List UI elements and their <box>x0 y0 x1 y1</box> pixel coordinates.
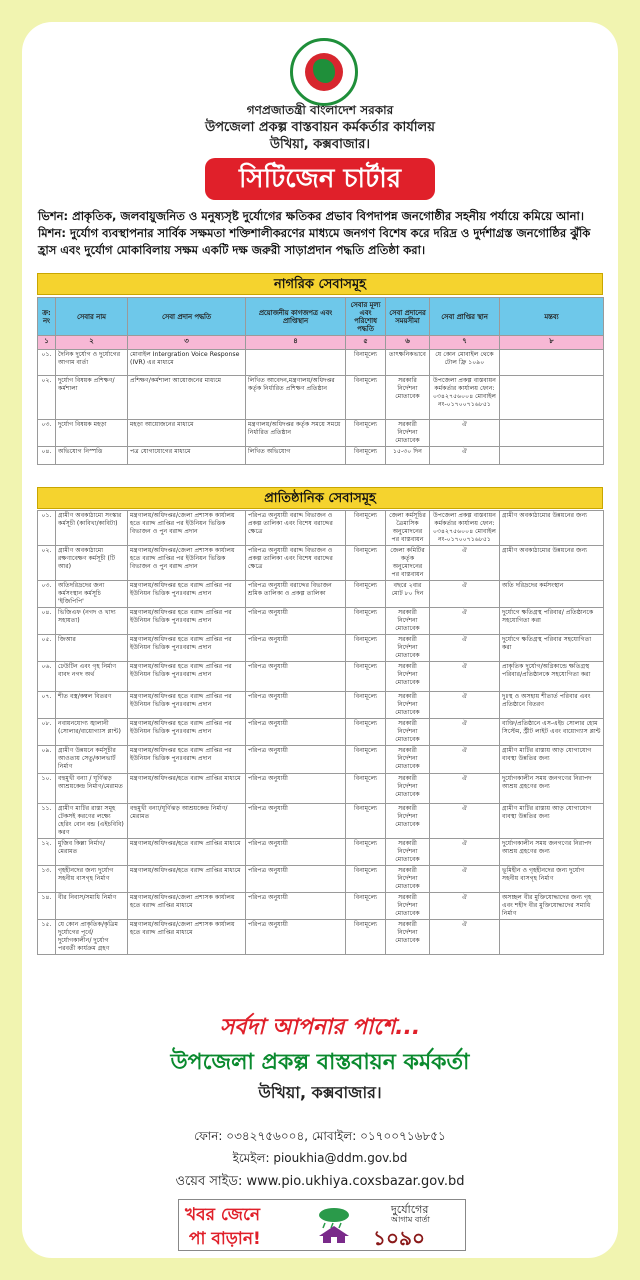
office-title: উপজেলা প্রকল্প বাস্তবায়ন কর্মকর্তার কার্যালয় <box>205 120 435 135</box>
table-cell: পরিপত্র অনুযায়ী বরাদ্দের বিভাজন শ্রমিক তালিকা ও প্রকল্প তালিকা <box>246 581 346 608</box>
col-header: সেবার নাম <box>56 298 128 336</box>
col-header: ক্র: নং <box>38 298 56 336</box>
table-cell: ঐ <box>430 920 500 955</box>
table-cell: যে কোন মোবাইল থেকে টোল ফ্রি ১০৯০ <box>430 350 500 376</box>
badge-hotline-number: ১০৯০ <box>373 1226 425 1250</box>
table-cell: সরকারী নির্দেশনা মোতাবেক <box>386 866 430 893</box>
table-cell: ঐ <box>430 635 500 662</box>
table-cell: পরিপত্র অনুযায়ী <box>246 608 346 635</box>
table-cell: বিনামূল্যে <box>346 635 386 662</box>
government-seal <box>290 38 358 106</box>
table-cell: বিনামূল্যে <box>346 581 386 608</box>
table-cell: পরিপত্র অনুযায়ী <box>246 866 346 893</box>
table-cell: ০১. <box>38 350 56 376</box>
badge-left-line1: খবর জেনে <box>185 1205 260 1225</box>
table-row <box>38 635 604 662</box>
table-row <box>38 511 604 546</box>
phone-text: ফোন: ০৩৪২৭৫৬০০৪, মোবাইল: ০১৭০০৭১৬৮৫১ <box>194 1129 446 1143</box>
table-cell: সরকারী নির্দেশনা মোতাবেক <box>386 719 430 746</box>
table-cell: প্রাকৃতিক দুর্যোগ/অগ্নিকান্ডে ক্ষতিগ্রস্থ পরিবার/প্রতিষ্ঠানকে সহযোগিতা করা <box>500 662 604 692</box>
table-cell: বছরে ২বার মোট ৮০ দিন <box>386 581 430 608</box>
table-cell: পরিপত্র অনুযায়ী <box>246 774 346 804</box>
rain-cloud-house-icon <box>311 1206 357 1244</box>
table-cell: ০৯. <box>38 746 56 774</box>
table-cell: পরিপত্র অনুযায়ী <box>246 692 346 719</box>
table-row <box>38 804 604 839</box>
col-number: ৭ <box>430 336 500 350</box>
email-text: ইমেইল: pioukhia@ddm.gov.bd <box>232 1151 408 1165</box>
table-cell <box>500 420 604 447</box>
table-cell: মহড়া আয়োজনের মাধ্যমে <box>128 420 246 447</box>
table-cell: ব্যক্তি/প্রতিষ্ঠানে এস-এইচ সোলার হোম সিস্টেম, স্ট্রীট লাইট এবং বায়োগ্যাস প্লান্ট <box>500 719 604 746</box>
table-cell: ০৩. <box>38 581 56 608</box>
table-cell: মন্ত্রণালয়/অধিদপ্তর কর্তৃক সময়ে সময়ে নির্ধারিত প্রতিষ্ঠান <box>246 420 346 447</box>
table-cell: ঐ <box>430 608 500 635</box>
table-cell: বিনামূল্যে <box>346 774 386 804</box>
table-row <box>38 774 604 804</box>
table-cell: পরিপত্র অনুযায়ী <box>246 635 346 662</box>
table-cell: ১০. <box>38 774 56 804</box>
table-row <box>38 839 604 866</box>
table-cell: বিনামূল্যে <box>346 420 386 447</box>
table-cell: সরকারী নির্দেশনা মোতাবেক <box>386 920 430 955</box>
table-cell: বিনামূল্যে <box>346 746 386 774</box>
table-cell: বিনামূল্যে <box>346 839 386 866</box>
table-cell: অভিযোগ নিস্পত্তি <box>56 447 128 465</box>
table-cell: সরকারী নির্দেশনা মোতাবেক <box>386 635 430 662</box>
table-cell: গ্রামীণ অবকাঠামোর উন্নয়নের জন্য <box>500 511 604 546</box>
vision-mission-text <box>38 208 608 259</box>
table-cell: পরিপত্র অনুযায়ী বরাদ্দ বিভাজন ও প্রকল্প তালিকা এবং বিশেষ বরাদ্দের ক্ষেত্রে <box>246 546 346 581</box>
citizen-services-table <box>37 297 604 465</box>
table-cell: সরকারী নির্দেশনা মোতাবেক <box>386 420 430 447</box>
table-cell: ০১. <box>38 511 56 546</box>
col-number: ৩ <box>128 336 246 350</box>
table-cell: বিনামূল্যে <box>346 866 386 893</box>
table-cell: পরিপত্র অনুযায়ী <box>246 804 346 839</box>
badge-left-line2: পা বাড়ান! <box>189 1229 261 1249</box>
table-cell: সরকারী নির্দেশনা মোতাবেক <box>386 662 430 692</box>
citizen-services-heading: নাগরিক সেবাসমূহ <box>37 273 603 295</box>
table-cell: বিনামূল্যে <box>346 350 386 376</box>
table-cell: ঐ <box>430 662 500 692</box>
table-cell <box>246 350 346 376</box>
table-cell: ১৫. <box>38 920 56 955</box>
table-cell: বিনামূল্যে <box>346 511 386 546</box>
table-row <box>38 866 604 893</box>
table-cell: ০৪. <box>38 447 56 465</box>
table-cell: দুঃস্থ ও অসহায় শীতার্ত পরিবার এবং প্রতিষ্ঠানে বিতরণ <box>500 692 604 719</box>
table-cell: মন্ত্রণালয়/অধিদপ্তর/হতে বরাদ্দ প্রাপ্তির মাধ্যমে <box>128 839 246 866</box>
col-number: ১ <box>38 336 56 350</box>
table-row <box>38 608 604 635</box>
table-cell <box>500 447 604 465</box>
table-cell: বহুমুখী বন্যা / ঘূর্ণিঝড় আশ্রয়কেন্দ্র নির্মাণ/মেরামত <box>56 774 128 804</box>
table-cell: ঐ <box>430 774 500 804</box>
col-number: ৪ <box>246 336 346 350</box>
table-cell: যে কোন প্রাকৃতিক/কৃত্রিম দুর্যোগের পূর্বে/দুর্যোগকালীন/ দুর্যোগ পরবর্তী কার্যক্রম গ্রহণ <box>56 920 128 955</box>
table-cell: উপজেলা প্রকল্প বাস্তবায়ন কর্মকর্তার কার্যালয় ফোন: ০৩৪২৭৫৬০০৪ মোবাইল নং-০১৭০০৭১৬৮৫১ <box>430 511 500 546</box>
table-row <box>38 719 604 746</box>
col-header: সেবা প্রদানের সময়সীমা <box>386 298 430 336</box>
table-cell: গৃহহীনদের জন্য দুর্যোগ সহনীয় বাসগৃহ নির্মাণ <box>56 866 128 893</box>
table-cell: লিখিত আবেদন,মন্ত্রণালয়/অধিদপ্তর কর্তৃক নির্ধারিত প্রশিক্ষণ প্রতিষ্ঠান <box>246 376 346 420</box>
table-cell: দুর্যোগকালীন সময় জনগণের নিরাপদ আশ্রয় গ্রহণের জন্য <box>500 839 604 866</box>
table-cell: সরকারী নির্দেশনা মোতাবেক <box>386 774 430 804</box>
table-cell: তাৎক্ষনিকভাবে <box>386 350 430 376</box>
table-cell: পরিপত্র অনুযায়ী বরাদ্দ বিভাজন ও প্রকল্প তালিকা এবং বিশেষ বরাদ্দের ক্ষেত্রে <box>246 511 346 546</box>
vision-text: ভিশন: প্রাকৃতিক, জলবায়ুজনিত ও মনুষ্যসৃষ্ট দুর্যোগের ক্ষতিকর প্রভাব বিপদাপন্ন জনগোষ্ঠীর সহনীয় পর্যায়ে কমিয়ে আনা। <box>38 209 584 223</box>
table-cell: ঐ <box>430 581 500 608</box>
table-cell: ০৬. <box>38 662 56 692</box>
slogan-text: সর্বদা আপনার পাশে... <box>219 1015 421 1040</box>
table-cell: জেলা কমিটির কর্তৃক অনুমোদনের পর বাস্তবায়ন <box>386 546 430 581</box>
table-cell: ০৩. <box>38 420 56 447</box>
table-cell: বিনামূল্যে <box>346 546 386 581</box>
table-cell: মন্ত্রণালয়/অধিদপ্তর/হতে বরাদ্দ প্রাপ্তির মাধ্যমে <box>128 866 246 893</box>
table-cell: গ্রামীণ অবকাঠামো রক্ষণাবেক্ষণ কর্মসূচী (টি আর) <box>56 546 128 581</box>
office-location: উখিয়া, কক্সবাজার। <box>269 137 371 152</box>
table-row <box>38 376 604 420</box>
table-cell: সরকারী নির্দেশনা মোতাবেক <box>386 804 430 839</box>
table-cell: গ্রামীণ অবকাঠামো সংস্কার কর্মসূচী (কাবিখা/কাবিটা) <box>56 511 128 546</box>
table-cell: মন্ত্রণালয়/অধিদপ্তর হতে বরাদ্দ প্রাপ্তির পর ইউনিয়ন ভিত্তিক পুনঃবরাদ্দ প্রদান <box>128 692 246 719</box>
table-cell: ০৭. <box>38 692 56 719</box>
table-row <box>38 662 604 692</box>
table-row <box>38 350 604 376</box>
table-cell: দুর্যোগ বিষয়ক প্রশিক্ষণ/ কর্মশালা <box>56 376 128 420</box>
hotline-badge <box>178 1199 466 1251</box>
table-cell: সরকারী নির্দেশনা মোতাবেক <box>386 692 430 719</box>
table-cell: বিনামূল্যে <box>346 608 386 635</box>
table-cell: সরকারী নির্দেশনা মোতাবেক <box>386 608 430 635</box>
table-cell: দুর্যোগকালীন সময় জনগণের নিরাপদ আশ্রয় গ্রহণের জন্য <box>500 774 604 804</box>
table-cell: মুজিব কিল্লা নির্মাণ/ মেরামত <box>56 839 128 866</box>
table-cell: ঐ <box>430 893 500 920</box>
table-cell: ০৪. <box>38 608 56 635</box>
table-row <box>38 581 604 608</box>
col-header: প্রয়োজনীয় কাগজপত্র এবং প্রাপ্তিস্থান <box>246 298 346 336</box>
table-cell: ১৫-৩০ দিন <box>386 447 430 465</box>
table-row <box>38 920 604 955</box>
table-cell: ঐ <box>430 447 500 465</box>
table-cell: ১৩. <box>38 866 56 893</box>
table-cell: বিনামূল্যে <box>346 920 386 955</box>
table-row <box>38 420 604 447</box>
col-number: ৬ <box>386 336 430 350</box>
col-number: ৮ <box>500 336 604 350</box>
table-cell: পরিপত্র অনুযায়ী <box>246 719 346 746</box>
table-row <box>38 893 604 920</box>
table-cell: মন্ত্রণালয়/অধিদপ্তর হতে বরাদ্দ প্রাপ্তির পর ইউনিয়ন ভিত্তিক পুনঃবরাদ্দ প্রদান <box>128 635 246 662</box>
col-header: সেবা প্রদান পদ্ধতি <box>128 298 246 336</box>
table-cell: নবায়নযোগ্য জ্বালানী (সোলার/বায়োগ্যাস প্লান্ট) <box>56 719 128 746</box>
table-cell: মন্ত্রণালয়/অধিদপ্তর/হতে বরাদ্দ প্রাপ্তির মাধ্যমে <box>128 774 246 804</box>
col-header: সেবা প্রাপ্তির স্থান <box>430 298 500 336</box>
table-cell: মন্ত্রণালয়/অধিদপ্তর হতে বরাদ্দ প্রাপ্তির পর ইউনিয়ন ভিত্তিক পুনঃবরাদ্দ প্রদান <box>128 608 246 635</box>
table-cell: ঐ <box>430 839 500 866</box>
table-cell: মন্ত্রণালয়/অধিদপ্তর/জেলা প্রশাসক কার্যালয় হতে বরাদ্দ প্রাপ্তির মাধ্যমে <box>128 920 246 955</box>
table-cell: প্রশিক্ষণ/কর্মশালা আয়োজনের মাধ্যমে <box>128 376 246 420</box>
table-cell: বিনামূল্যে <box>346 662 386 692</box>
table-cell: গ্রামীণ মাটির রাস্তায় আড় যোগাযোগ ব্যবস্থা উন্নতির জন্য <box>500 746 604 774</box>
table-cell: বিনামূল্যে <box>346 447 386 465</box>
table-cell: পরিপত্র অনুযায়ী <box>246 662 346 692</box>
institutional-services-table <box>37 510 604 955</box>
col-header: সেবার মূল্য এবং পরিশোধ পদ্ধতি <box>346 298 386 336</box>
table-cell: সরকারী নির্দেশনা মোতাবেক <box>386 839 430 866</box>
table-cell: উপজেলা প্রকল্প বাস্তবায়ন কর্মকর্তার কার্যালয় ফোন: ০৩৪২৭৫৬০০৪ মোবাইল নং-০১৭০০৭১৬৮৫১ <box>430 376 500 420</box>
table-cell: ০২. <box>38 546 56 581</box>
table-row <box>38 692 604 719</box>
table-cell: মন্ত্রণালয়/অধিদপ্তর/জেলা প্রশাসক কার্যালয় হতে বরাদ্দ প্রাপ্তির মাধ্যমে <box>128 893 246 920</box>
institutional-services-heading: প্রাতিষ্ঠানিক সেবাসমূহ <box>37 487 603 509</box>
table-cell: বীর নিবাস/সমাধি নির্মাণ <box>56 893 128 920</box>
table-cell: বিনামূল্যে <box>346 692 386 719</box>
table-cell: সরকারী নির্দেশনা মোতাবেক <box>386 893 430 920</box>
table-cell: ভূমিহীন ও গৃহহীনদের জন্য দুর্যোগ সহনীয় বাসগৃহ নির্মাণ <box>500 866 604 893</box>
table-cell <box>500 376 604 420</box>
table-cell <box>500 350 604 376</box>
col-number: ২ <box>56 336 128 350</box>
table-cell: ০৫. <box>38 635 56 662</box>
table-cell: সরকারী নির্দেশনা মোতাবেক <box>386 746 430 774</box>
table-cell: সরকারি নির্দেশনা মোতাবেক <box>386 376 430 420</box>
table-cell: ভিজিএফ (নগদ ও খাদ্য সহায়তা) <box>56 608 128 635</box>
table-cell: ঐ <box>430 692 500 719</box>
table-cell: পত্র যোগাযোগের মাধ্যমে <box>128 447 246 465</box>
table-cell: দুর্যোগ বিষয়ক মহড়া <box>56 420 128 447</box>
table-cell: ০৮. <box>38 719 56 746</box>
table-cell: ১২. <box>38 839 56 866</box>
table-cell: গ্রামীণ অবকাঠামোর উন্নয়নের জন্য <box>500 546 604 581</box>
table-row <box>38 746 604 774</box>
table-cell: গ্রামীণ মাটির রাস্তায় আড় যোগাযোগ ব্যবস্থা উন্নতির জন্য <box>500 804 604 839</box>
table-cell: শীত বস্ত্র/কম্বল বিতরণ <box>56 692 128 719</box>
table-cell: মন্ত্রণালয়/অধিদপ্তর/জেলা প্রশাসক কার্যালয় হতে বরাদ্দ প্রাপ্তির পর ইউনিয়ন ভিত্তিক বিভাজন ও পুন বরাদ্দ প্রদান <box>128 511 246 546</box>
table-cell: মন্ত্রণালয়/অধিদপ্তর হতে বরাদ্দ প্রাপ্তির পর ইউনিয়ন ভিত্তিক পুনঃবরাদ্দ প্রদান <box>128 581 246 608</box>
table-cell: ১৪. <box>38 893 56 920</box>
table-cell: বিনামূল্যে <box>346 893 386 920</box>
table-cell: ঐ <box>430 420 500 447</box>
table-cell: লিখিত অভিযোগ <box>246 447 346 465</box>
table-cell: দুর্যোগে ক্ষতিগ্রস্থ পরিবার সহযোগিতা করা <box>500 635 604 662</box>
table-cell: দৈনিক দুর্যোগ ও দুর্যোগের আগাম বার্তা <box>56 350 128 376</box>
table-cell: জেলা কর্মসূচির ত্রৈমাসিক অনুমোদনের পর বাস্তবায়ন <box>386 511 430 546</box>
table-cell: ঐ <box>430 866 500 893</box>
table-cell: মন্ত্রণালয়/অধিদপ্তর হতে বরাদ্দ প্রাপ্তির পর ইউনিয়ন ভিত্তিক পুনঃবরাদ্দ প্রদান <box>128 662 246 692</box>
table-cell: মন্ত্রণালয়/অধিদপ্তর হতে বরাদ্দ প্রাপ্তির পর ইউনিয়ন ভিত্তিক পুনঃবরাদ্দ প্রদান <box>128 746 246 774</box>
table-cell: পরিপত্র অনুযায়ী <box>246 893 346 920</box>
table-cell: মোবাইল Intergration Voice Response (IVR) এর মাধ্যমে <box>128 350 246 376</box>
table-cell: জিআর <box>56 635 128 662</box>
table-cell: বিনামূল্যে <box>346 719 386 746</box>
table-row <box>38 447 604 465</box>
table-cell: মন্ত্রণালয়/অধিদপ্তর/জেলা প্রশাসক কার্যালয় হতে বরাদ্দ প্রাপ্তির পর ইউনিয়ন ভিত্তিক বিভাজন ও পুন বরাদ্দ প্রদান <box>128 546 246 581</box>
col-header: মন্তব্য <box>500 298 604 336</box>
col-number: ৫ <box>346 336 386 350</box>
table-cell: অতি দরিদ্রদের কর্মসংস্থান <box>500 581 604 608</box>
badge-right-line1: দুর্যোগের <box>391 1203 429 1216</box>
table-cell: অসচ্ছল বীর মুক্তিযোদ্ধাদের জন্য গৃহ এবং শহীদ বীর মুক্তিযোদ্ধাদের সমাধি নির্মাণ <box>500 893 604 920</box>
table-cell: ঐ <box>430 746 500 774</box>
table-cell: বিনামূল্যে <box>346 804 386 839</box>
table-cell: পরিপত্র অনুযায়ী <box>246 920 346 955</box>
website-text: ওয়েব সাইড: www.pio.ukhiya.coxsbazar.gov.bd <box>175 1174 465 1189</box>
table-cell: অতিদরিদ্রদের জন্য কর্মসংস্থান কর্মসূচি 'ইজিপিপি' <box>56 581 128 608</box>
table-cell: দুর্যোগে ক্ষতিগ্রস্থ পরিবার/ প্রতিষ্ঠানকে সহযোগিতা করা <box>500 608 604 635</box>
table-cell: গ্রামীণ মাটির রাস্তা সমূহ টেকসই করণের লক্ষ্যে হেরিং বোন বন্ড (এইচবিবি) করণ <box>56 804 128 839</box>
table-cell: ঐ <box>430 546 500 581</box>
table-cell: বহুমুখী বন্যা/ঘূর্ণিঝড় আশ্রয়কেন্দ্র নির্মাণ/মেরামত <box>128 804 246 839</box>
table-cell: ০২. <box>38 376 56 420</box>
table-row <box>38 546 604 581</box>
seal-map-icon <box>313 59 335 83</box>
table-cell: ঐ <box>430 804 500 839</box>
table-cell <box>500 920 604 955</box>
table-cell: ১১. <box>38 804 56 839</box>
table-cell: বিনামূল্যে <box>346 376 386 420</box>
table-cell: পরিপত্র অনুযায়ী <box>246 746 346 774</box>
table-cell: ঐ <box>430 719 500 746</box>
badge-right-line2: আগাম বার্তা <box>391 1215 430 1224</box>
table-cell: মন্ত্রণালয়/অধিদপ্তর হতে বরাদ্দ প্রাপ্তির পর ইউনিয়ন ভিত্তিক পুনঃবরাদ্দ প্রদান <box>128 719 246 746</box>
table-cell: পরিপত্র অনুযায়ী <box>246 839 346 866</box>
mission-text: মিশন: দুর্যোগ ব্যবস্থাপনার সার্বিক সক্ষমতা শক্তিশালীকরণের মাধ্যমে জনগণ বিশেষ করে দরিদ্র ও দুর্দশাগ্রস্ত জনগোষ্ঠির ঝুঁকি হ্রাস এবং দুর্যোগ মোকাবিলায় সক্ষম একটি দক্ষ জরুরী সাড়াপ্রদান পদ্ধতি প্রতিষ্ঠা করা। <box>38 226 591 257</box>
place-footer: উখিয়া, কক্সবাজার। <box>258 1083 382 1102</box>
office-name-footer: উপজেলা প্রকল্প বাস্তবায়ন কর্মকর্তা <box>170 1050 470 1075</box>
table-cell: ঢেউটিন এবং গৃহ নির্মাণ বাবদ নগদ অর্থ <box>56 662 128 692</box>
government-title: গণপ্রজাতন্ত্রী বাংলাদেশ সরকার <box>246 103 394 117</box>
table-cell: গ্রামীণ উন্নয়নে কর্মসূচীর আওতায় সেতু/কালভার্ট নির্মাণ <box>56 746 128 774</box>
citizen-charter-banner: সিটিজেন চার্টার <box>205 158 435 200</box>
